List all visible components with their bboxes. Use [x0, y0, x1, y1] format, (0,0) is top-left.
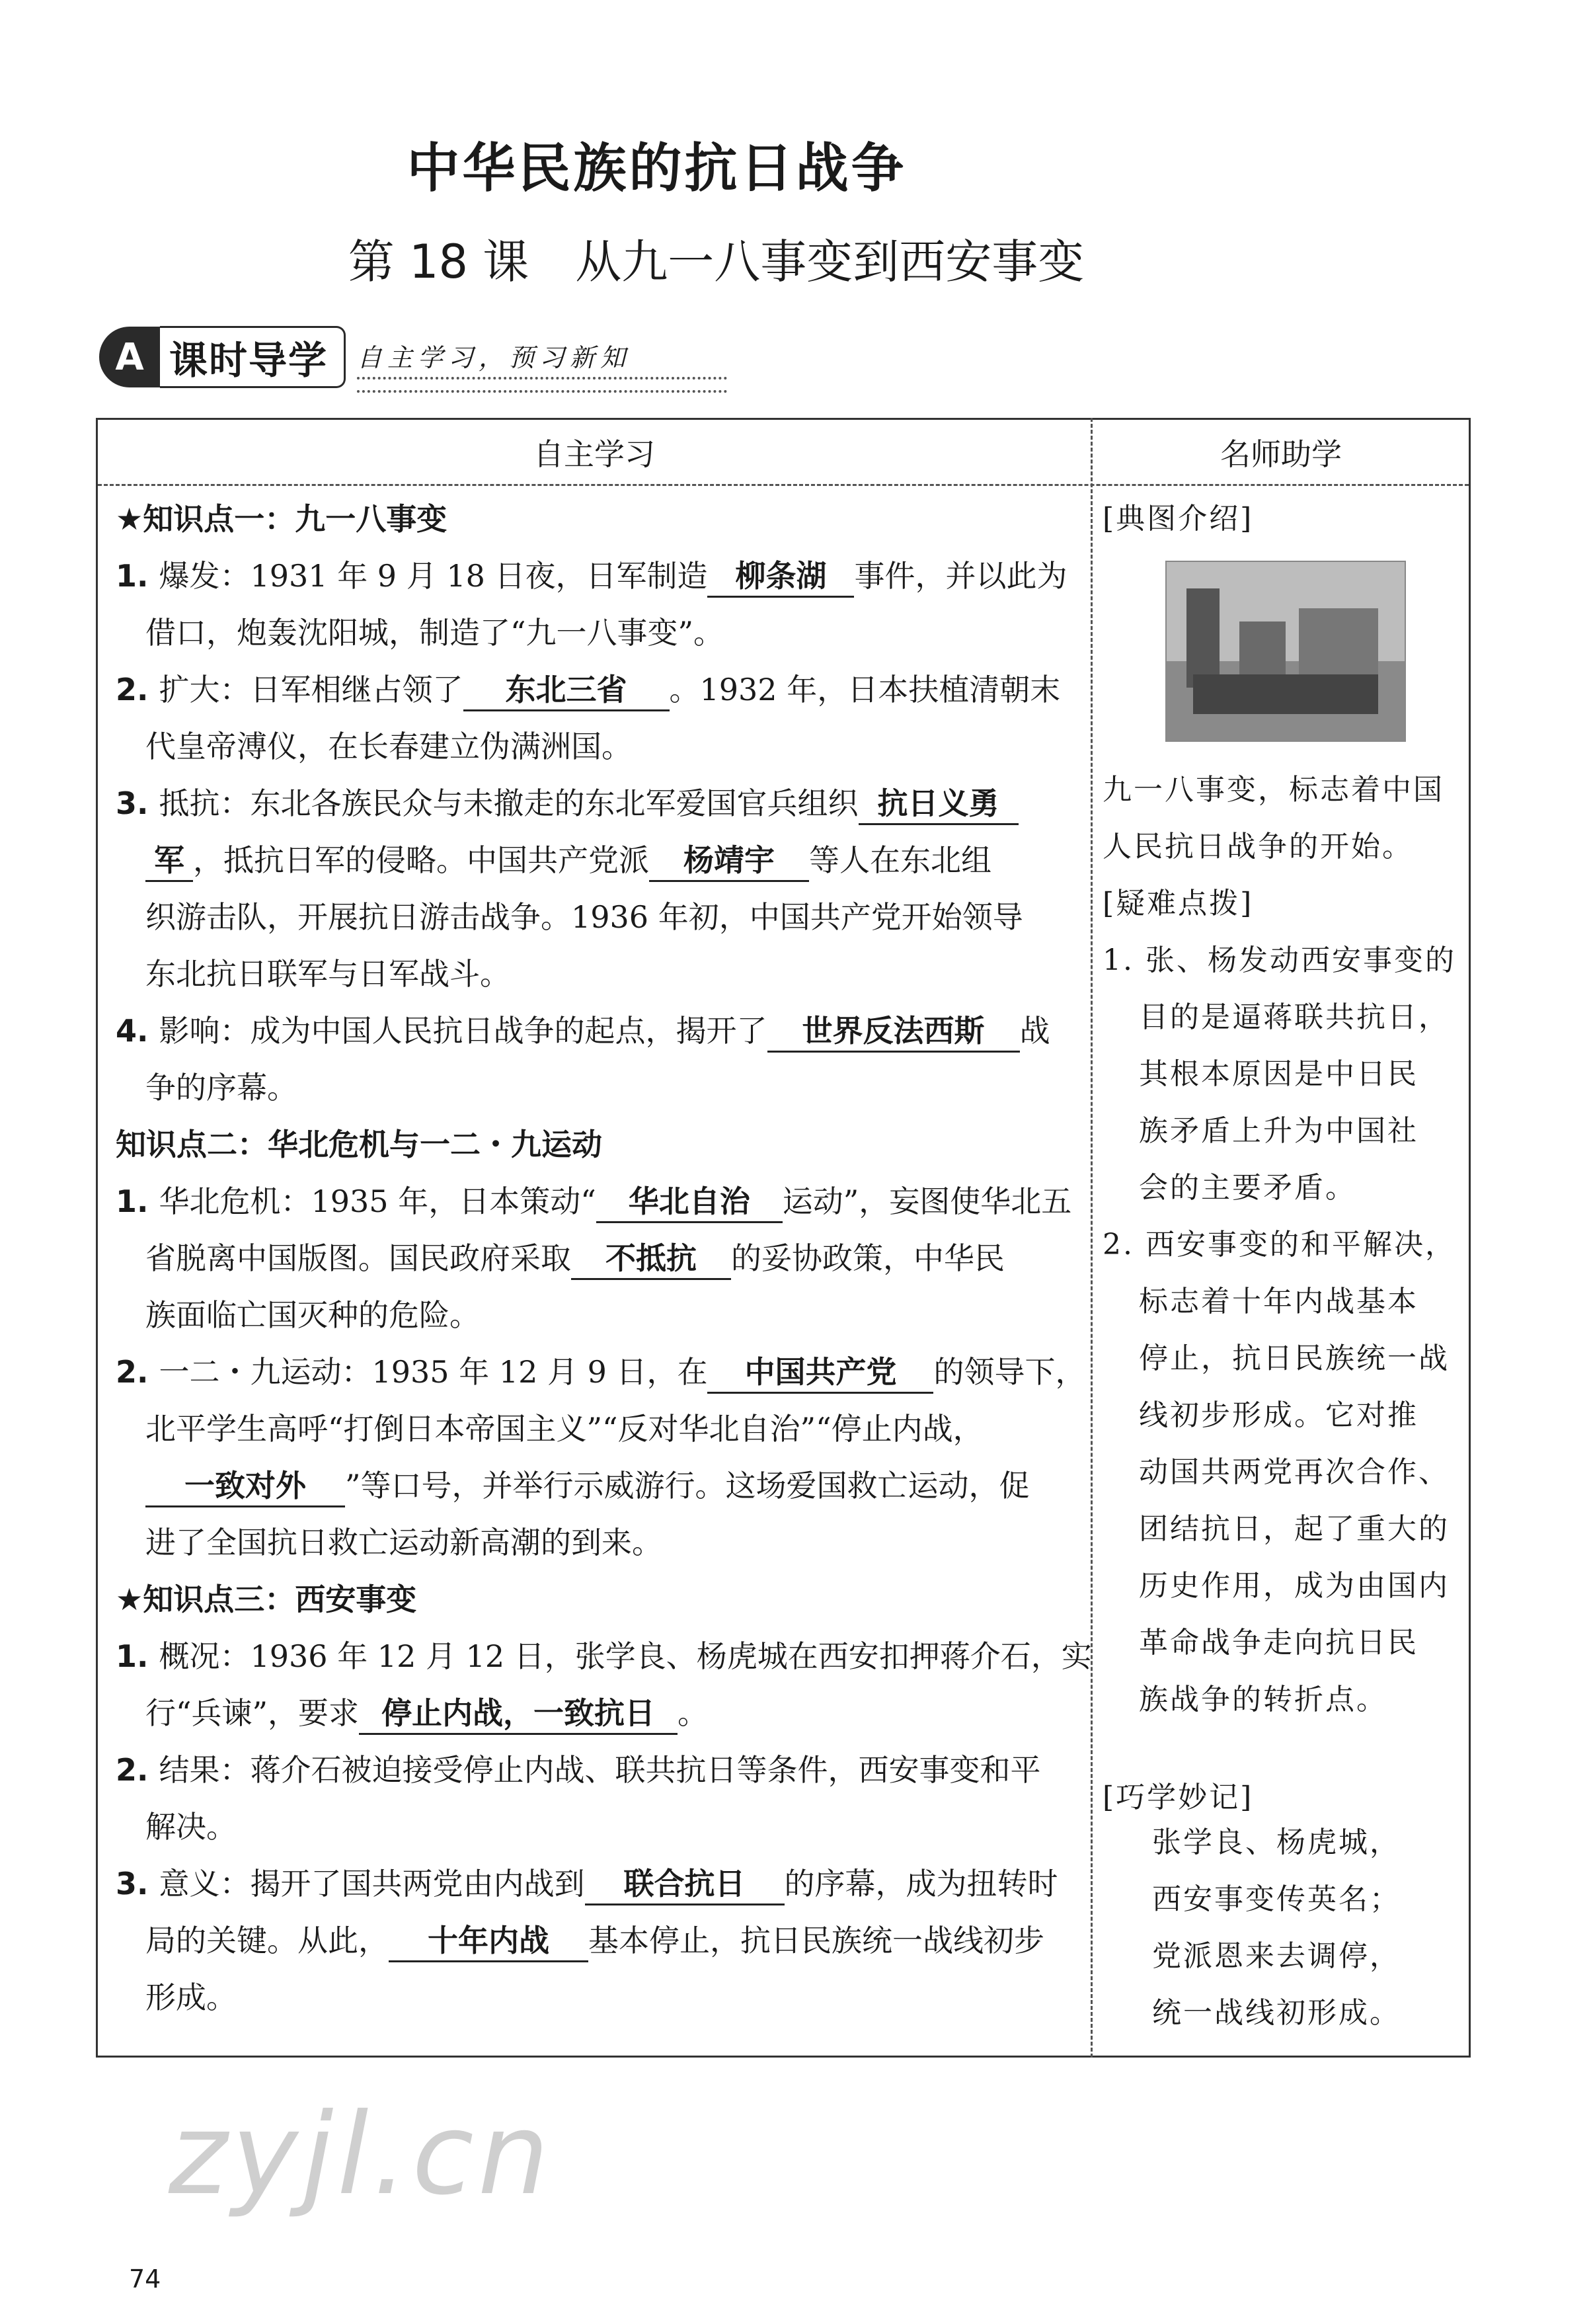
answer-blank: 东北三省 — [463, 670, 670, 711]
badge-letter: A — [99, 327, 160, 387]
answer-blank: 停止内战，一致抗日 — [359, 1693, 678, 1735]
answer-blank: 杨靖宇 — [649, 840, 809, 882]
photo-illustration — [1167, 562, 1405, 741]
answer-blank: 军 — [145, 840, 193, 882]
dotted-divider — [357, 377, 727, 393]
answer-blank: 柳条湖 — [707, 556, 854, 598]
sidebar-section-title: [巧学妙记] — [1103, 1781, 1254, 1814]
column-divider — [1091, 418, 1093, 2058]
answer-blank: 联合抗日 — [585, 1864, 785, 1905]
unit-title: 中华民族的抗日战争 — [407, 138, 907, 199]
header-divider — [98, 484, 1469, 486]
self-study-column: ★知识点一：九一八事变 1. 爆发：1931 年 9 月 18 日夜，日军制造 柳条湖 事件，并以此为 借口，炮轰沈阳城，制造了“九一八事变”。 2. 扩大：日军相继占领了 东北三省 。1932 年，日本扶植清朝末 代皇帝溥仪，在长春建立伪满洲国。 3. 抵抗：东北各族民众与未撤走的东北军爱国官兵组织 抗日义勇 军 ，抵抗日军的侵略。中国共产党派 杨靖宇 等人在东北组 织游击队，开展抗日游击战争。1936 年初，中国共产党开始领导 东北抗日联军与日军战斗。 4. 影响：成为中国人民抗日战争的起点，揭开了 世界反法西斯 战 争的序幕。 知识点二：华北危机与一二・九运动 1. 华北危机：1935 年，日本策动“ 华北自治 运动”，妄图使华北五 省脱离中国版图。国民政府采取 不抵抗 的妥协政策，中华民 族面临亡国灭种的危险。 2. 一二・九运动：1935 年 12 月 9 日，在 中国共产党 的领导下， 北平学生高呼“打倒日本帝国主义”“反对华北自治”“停止内战， 一致对外 ”等口号，并举行示威游行。这场爱国救亡运动，促 进了全国抗日救亡运动新高潮的到来。 ★知识点三：西安事变 1. 概况：1936 年 12 月 12 日，张学良、杨虎城在西安扣押蒋介石，实 行“兵谏”，要求 停止内战，一致抗日 。 2. 结果：蒋介石被迫接受停止内战、联共抗日等条件，西安事变和平 解决。 3. 意义：揭开了国共两党由内战到 联合抗日 的序幕，成为扭转时 局的关键。从此， 十年内战 基本停止，抗日民族统一战线初步 形成。 — [116, 491, 1081, 2026]
badge-tagline: 自主学习，预习新知 — [357, 343, 631, 372]
sidebar-section-title: [疑难点拨] — [1103, 887, 1254, 920]
answer-blank: 中国共产党 — [707, 1352, 933, 1394]
page-number: 74 — [129, 2264, 161, 2294]
col-header-teacher-help: 名师助学 — [1220, 436, 1342, 472]
kp3-title: ★知识点三：西安事变 — [116, 1582, 417, 1617]
badge-label: 课时导学 — [160, 326, 346, 388]
answer-blank: 十年内战 — [389, 1921, 588, 1962]
answer-blank: 世界反法西斯 — [767, 1011, 1020, 1053]
kp1-title: ★知识点一：九一八事变 — [116, 501, 447, 537]
section-badge — [99, 327, 346, 387]
lesson-title: 第 18 课 从九一八事变到西安事变 — [348, 235, 1085, 289]
col-header-self-study: 自主学习 — [533, 436, 655, 472]
sidebar-section-title: [典图介绍] — [1103, 502, 1254, 536]
answer-blank: 华北自治 — [596, 1182, 783, 1223]
answer-blank: 不抵抗 — [571, 1238, 731, 1280]
historical-photo — [1165, 561, 1406, 742]
watermark: zyjl.cn — [169, 2089, 553, 2220]
answer-blank: 一致对外 — [145, 1466, 345, 1507]
kp2-title: 知识点二：华北危机与一二・九运动 — [116, 1127, 602, 1162]
teacher-help-column: [典图介绍] 九一八事变，标志着中国 人民抗日战争的开始。 [疑难点拨] 1. 张、杨发动西安事变的 目的是逼蒋联共抗日， 其根本原因是中日民 族矛盾上升为中国社 会的主要矛盾。 2. 西安事变的和平解决， 标志着十年内战基本 停止，抗日民族统一战 线初步形成。它对推 动国共两党再次合作、 团结抗日，起了重大的 历史作用，成为由国内 革命战争走向抗日民 族战争的转折点。 [巧学妙记] 张学良、杨虎城， 西安事变传英名； 党派恩来去调停， 统一战线初形成。 — [1103, 491, 1466, 2042]
answer-blank: 抗日义勇 — [859, 783, 1019, 825]
